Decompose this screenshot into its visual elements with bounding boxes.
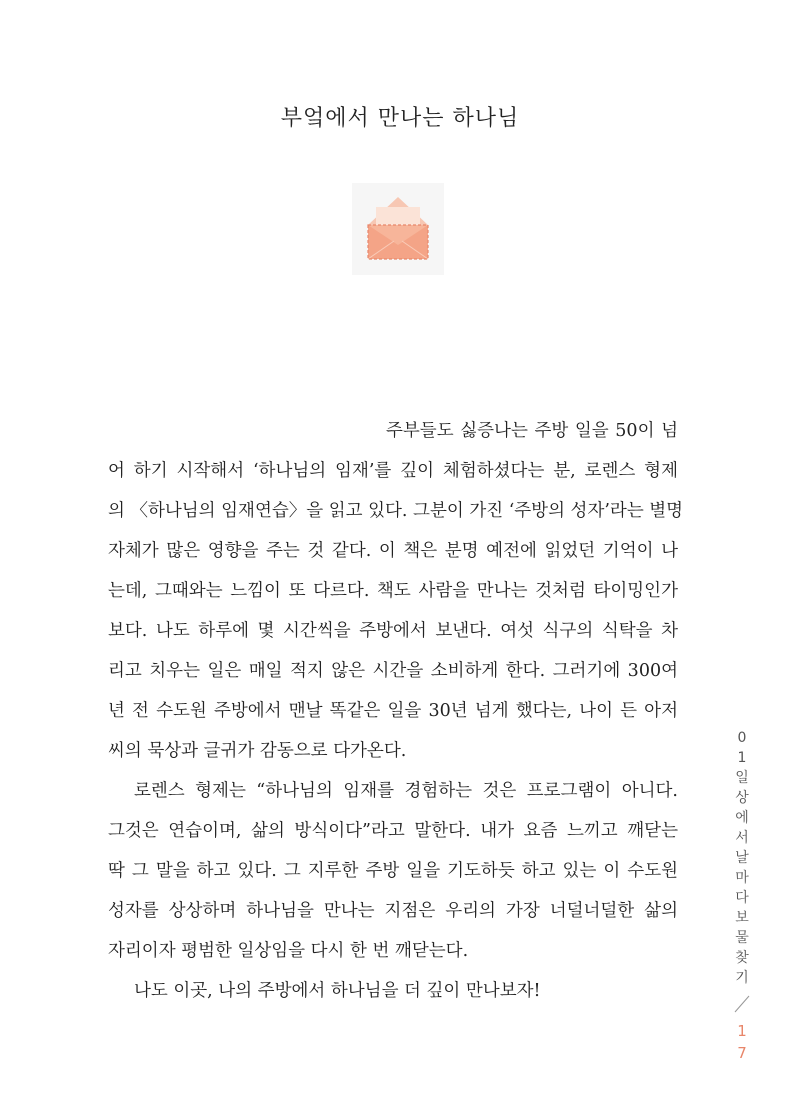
paragraph-line: 씨의 묵상과 글귀가 감동으로 다가온다. [108, 741, 407, 761]
page-number: 1 7 [737, 1022, 747, 1062]
paragraph-line: 보다. 나도 하루에 몇 시간씩을 주방에서 보낸다. 여섯 식구의 식탁을 차 [108, 621, 678, 641]
chapter-sidebar [732, 728, 752, 1064]
paragraph-line: 그것은 연습이며, 삶의 방식이다”라고 말한다. 내가 요즘 느끼고 깨닫는 [108, 821, 678, 841]
paragraph-line: 리고 치우는 일은 매일 적지 않은 시간을 소비하게 한다. 그러기에 300여 [108, 661, 678, 681]
paragraph-line: 년 전 수도원 주방에서 맨날 똑같은 일을 30년 넘게 했다는, 나이 든 아저 [108, 701, 678, 721]
paragraph-line: 딱 그 말을 하고 있다. 그 지루한 주방 일을 기도하듯 하고 있는 이 수도원 [108, 861, 678, 881]
chapter-label: 0 1 일 상 에 서 날 마 다 보 물 찾 기 [735, 730, 749, 986]
paragraph-line: 성자를 상상하며 하나님을 만나는 지점은 우리의 가장 너덜너덜한 삶의 [108, 901, 678, 921]
paragraph-line: 나도 이곳, 나의 주방에서 하나님을 더 깊이 만나보자! [134, 981, 541, 1001]
paragraph-line: 주부들도 싫증나는 주방 일을 50이 넘 [386, 421, 678, 441]
separator-slash [732, 994, 752, 1014]
paragraph-line: 어 하기 시작해서 ‘하나님의 임재’를 깊이 체험하셨다는 분, 로렌스 형제 [108, 461, 678, 481]
page-title: 부엌에서 만나는 하나님 [280, 106, 520, 131]
body-text [108, 411, 684, 1011]
paragraph-line: 로렌스 형제는 “하나님의 임재를 경험하는 것은 프로그램이 아니다. [134, 781, 678, 801]
paragraph-line: 자체가 많은 영향을 주는 것 같다. 이 책은 분명 예전에 읽었던 기억이 나 [108, 541, 678, 561]
paragraph-line: 의 〈하나님의 임재연습〉을 읽고 있다. 그분이 가진 ‘주방의 성자’라는 별명 [108, 501, 684, 521]
envelope-icon [352, 183, 444, 275]
paragraph-line: 자리이자 평범한 일상임을 다시 한 번 깨닫는다. [108, 941, 469, 961]
paragraph-line: 는데, 그때와는 느낌이 또 다르다. 책도 사람을 만나는 것처럼 타이밍인가 [108, 581, 678, 601]
